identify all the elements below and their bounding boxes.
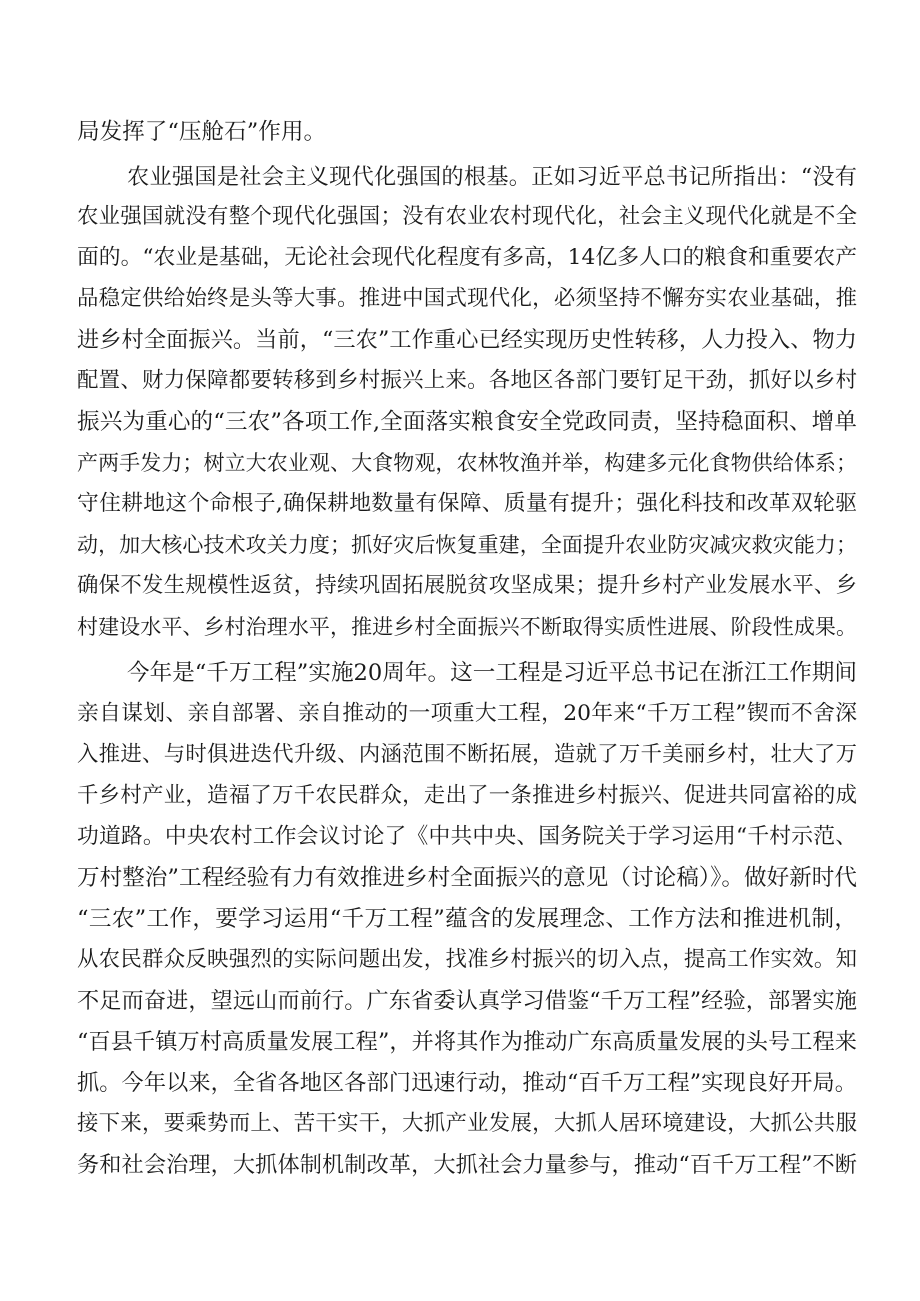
text-line: 产两手发力；树立大农业观、大食物观，农林牧渔并举，构建多元化食物供给体系； xyxy=(77,451,857,475)
paragraph-first-line: 今年是“千万工程”实施20周年。这一工程是习近平总书记在浙江工作期间 xyxy=(127,660,857,686)
text-line: 接下来，要乘势而上、苦干实干，大抓产业发展，大抓人居环境建设，大抓公共服 xyxy=(77,1111,857,1136)
text-line: 千乡村产业，造福了万千农民群众，走出了一条推进乡村振兴、促进共同富裕的成 xyxy=(77,783,857,808)
text-line: “百县千镇万村高质量发展工程”，并将其作为推动广东高质量发展的头号工程来 xyxy=(77,1029,857,1055)
text-line: 确保不发生规模性返贫，持续巩固拓展脱贫攻坚成果；提升乡村产业发展水平、乡 xyxy=(77,573,857,598)
text-line: 亲自谋划、亲自部署、亲自推动的一项重大工程，20年来“千万工程”锲而不舍深 xyxy=(77,701,857,726)
text-line: 抓。今年以来，全省各地区各部门迅速行动，推动“百千万工程”实现良好开局。 xyxy=(77,1070,857,1096)
text-line: 功道路。中央农村工作会议讨论了《中共中央、国务院关于学习运用“千村示范、 xyxy=(77,824,857,849)
text-line: 振兴为重心的“三农”各项工作,全面落实粮食安全党政同责，坚持稳面积、增单 xyxy=(77,409,857,435)
text-line: 从农民群众反映强烈的实际问题出发，找准乡村振兴的切入点，提高工作实效。知 xyxy=(77,947,857,972)
text-line: 农业强国就没有整个现代化强国；没有农业农村现代化，社会主义现代化就是不全 xyxy=(77,204,857,229)
text-line: 村建设水平、乡村治理水平，推进乡村全面振兴不断取得实质性进展、阶段性成果。 xyxy=(77,615,857,639)
text-line: 品稳定供给始终是头等大事。推进中国式现代化，必须坚持不懈夯实农业基础，推 xyxy=(77,286,857,311)
text-line: 入推进、与时俱进迭代升级、内涵范围不断拓展，造就了万千美丽乡村，壮大了万 xyxy=(77,742,857,767)
text-line: 不足而奋进，望远山而前行。广东省委认真学习借鉴“千万工程”经验，部署实施 xyxy=(77,988,857,1014)
text-line: 进乡村全面振兴。当前，“三农”工作重心已经实现历史性转移，人力投入、物力 xyxy=(77,327,857,353)
text-line: 动，加大核心技术攻关力度；抓好灾后恢复重建，全面提升农业防灾减灾救灾能力； xyxy=(77,533,857,557)
text-line: 配置、财力保障都要转移到乡村振兴上来。各地区各部门要钉足干劲，抓好以乡村 xyxy=(77,368,857,393)
text-line: 务和社会治理，大抓体制机制改革，大抓社会力量参与，推动“百千万工程”不断 xyxy=(77,1152,857,1178)
text-line: 守住耕地这个命根子,确保耕地数量有保障、质量有提升；强化科技和改革双轮驱 xyxy=(77,491,857,516)
paragraph-first-line: 农业强国是社会主义现代化强国的根基。正如习近平总书记所指出：“没有 xyxy=(127,164,857,190)
text-line: “三农”工作，要学习运用“千万工程”蕴含的发展理念、工作方法和推进机制， xyxy=(77,906,857,932)
text-line: 面的。“农业是基础，无论社会现代化程度有多高，14亿多人口的粮食和重要农产 xyxy=(77,245,857,270)
text-line: 局发挥了“压舱石”作用。 xyxy=(77,119,327,145)
text-line: 万村整治”工程经验有力有效推进乡村全面振兴的意见（讨论稿）》。做好新时代 xyxy=(77,865,857,891)
